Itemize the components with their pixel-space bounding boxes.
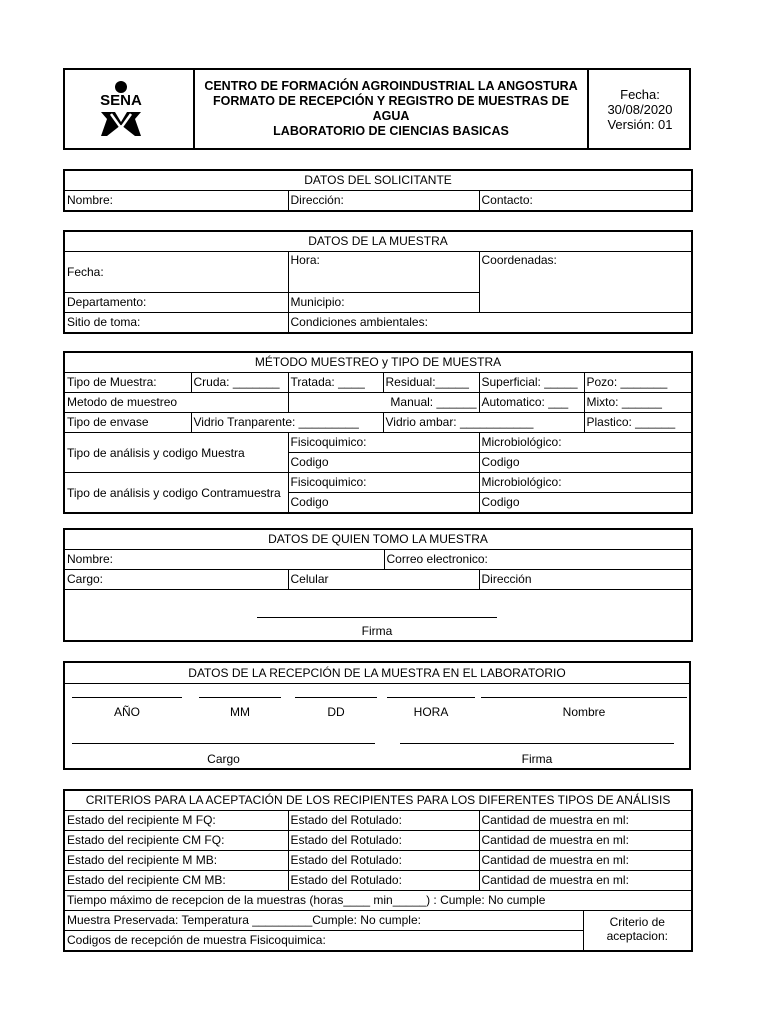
version: Versión: 01 [607,116,673,132]
metodo-micro-m[interactable]: Microbiológico: [479,433,692,453]
quien-nombre[interactable]: Nombre: [64,550,384,570]
quien-firma-line [257,617,497,618]
logo-text: SENA [100,92,142,109]
criterio-rotulado-2[interactable]: Estado del Rotulado: [288,831,479,851]
criterio-cantidad-4[interactable]: Cantidad de muestra en ml: [479,871,692,891]
recepcion-nombre: Nombre [562,705,606,719]
criterio-estado-3[interactable]: Estado del recipiente M MB: [64,851,288,871]
title-line-1: CENTRO DE FORMACIÓN AGROINDUSTRIAL LA ANGOSTURA [204,79,578,93]
hora-line [387,697,475,698]
header-title [195,70,587,148]
mm-line [199,697,281,698]
metodo-fisico-m[interactable]: Fisicoquimico: [288,433,479,453]
metodo-codigo-m1[interactable]: Codigo [288,453,479,473]
muestra-condiciones[interactable]: Condiciones ambientales: [288,313,692,334]
metodo-micro-cm[interactable]: Microbiológico: [479,473,692,493]
solicitante-nombre[interactable]: Nombre: [64,191,288,212]
metodo-mixto[interactable]: Mixto: ______ [584,393,692,413]
metodo-codigo-cm2[interactable]: Codigo [479,493,692,514]
quien-celular[interactable]: Celular [288,570,479,590]
recepcion-dd: DD [327,705,345,719]
recepcion-anio: AÑO [113,705,140,719]
metodo-tipo-muestra: Tipo de Muestra: [64,373,191,393]
criterio-cantidad-3[interactable]: Cantidad de muestra en ml: [479,851,692,871]
criterio-rotulado-3[interactable]: Estado del Rotulado: [288,851,479,871]
metodo-pozo[interactable]: Pozo: _______ [584,373,692,393]
metodo-residual[interactable]: Residual:_____ [383,373,479,393]
document-header [63,68,691,150]
quien-title: DATOS DE QUIEN TOMO LA MUESTRA [64,529,692,550]
criterio-tiempo[interactable]: Tiempo máximo de recepcion de la muestras (horas____ min_____) : Cumple: No cumple [64,891,692,911]
metodo-cruda[interactable]: Cruda: _______ [191,373,288,393]
muestra-title: DATOS DE LA MUESTRA [64,231,692,252]
recepcion-hora: HORA [413,705,449,719]
recepcion-title: DATOS DE LA RECEPCIÓN DE LA MUESTRA EN EL LABORATORIO [65,663,689,684]
sena-logo-icon [65,70,193,148]
quien-correo[interactable]: Correo electronico: [384,550,692,570]
date-value: 30/08/2020 [607,101,673,117]
metodo-vidrio-tran[interactable]: Vidrio Tranparente: _________ [191,413,383,433]
title-line-3: LABORATORIO DE CIENCIAS BASICAS [273,124,509,138]
nombre-line [481,697,687,698]
criterio-codigos[interactable]: Codigos de recepción de muestra Fisicoquimica: [64,931,583,952]
quien-firma-label: Firma [361,624,393,638]
criterio-estado-4[interactable]: Estado del recipiente CM MB: [64,871,288,891]
quien-direccion[interactable]: Dirección [479,570,692,590]
cargo-line [72,743,375,744]
metodo-codigo-m2[interactable]: Codigo [479,453,692,473]
metodo-analisis-muestra: Tipo de análisis y codigo Muestra [64,433,288,473]
criterio-cantidad-2[interactable]: Cantidad de muestra en ml: [479,831,692,851]
metodo-plastico[interactable]: Plastico: ______ [584,413,692,433]
title-line-2: FORMATO DE RECEPCIÓN Y REGISTRO DE MUESTRAS DE AGUA [212,94,570,123]
firma-line [400,743,674,744]
muestra-municipio[interactable]: Municipio: [288,293,479,313]
criterio-rotulado-4[interactable]: Estado del Rotulado: [288,871,479,891]
metodo-fisico-cm[interactable]: Fisicoquimico: [288,473,479,493]
muestra-table [63,230,693,334]
criterio-estado-2[interactable]: Estado del recipiente CM FQ: [64,831,288,851]
sena-logo [65,70,193,148]
solicitante-direccion[interactable]: Dirección: [288,191,479,212]
criterio-rotulado-1[interactable]: Estado del Rotulado: [288,811,479,831]
recepcion-cargo: Cargo [207,752,240,766]
metodo-title: MÉTODO MUESTREO y TIPO DE MUESTRA [64,352,692,373]
muestra-hora[interactable]: Hora: [288,252,479,293]
metodo-analisis-contra: Tipo de análisis y codigo Contramuestra [64,473,288,514]
muestra-sitio[interactable]: Sitio de toma: [64,313,288,334]
anio-line [72,697,182,698]
metodo-manual[interactable]: Manual: ______ [288,393,479,413]
metodo-codigo-cm1[interactable]: Codigo [288,493,479,514]
dd-line [295,697,377,698]
solicitante-table [63,169,693,212]
criterio-estado-1[interactable]: Estado del recipiente M FQ: [64,811,288,831]
recepcion-mm: MM [230,705,250,719]
muestra-fecha[interactable]: Fecha: [64,252,288,293]
metodo-vidrio-ambar[interactable]: Vidrio ambar: ___________ [383,413,584,433]
metodo-muestreo-label: Metodo de muestreo [64,393,288,413]
header-meta [589,70,691,148]
quien-cargo[interactable]: Cargo: [64,570,288,590]
metodo-table [63,351,693,514]
muestra-departamento[interactable]: Departamento: [64,293,288,313]
metodo-tipo-envase: Tipo de envase [64,413,191,433]
solicitante-contacto[interactable]: Contacto: [479,191,692,212]
recepcion-firma: Firma [521,752,553,766]
metodo-superficial[interactable]: Superficial: _____ [479,373,584,393]
date-label: Fecha: [620,86,660,102]
muestra-coordenadas[interactable]: Coordenadas: [479,252,692,313]
metodo-tratada[interactable]: Tratada: ____ [288,373,383,393]
solicitante-title: DATOS DEL SOLICITANTE [64,170,692,191]
criterio-cantidad-1[interactable]: Cantidad de muestra en ml: [479,811,692,831]
criterios-title: CRITERIOS PARA LA ACEPTACIÓN DE LOS RECIPIENTES PARA LOS DIFERENTES TIPOS DE ANÁLISIS [64,790,692,811]
criterio-preservada[interactable]: Muestra Preservada: Temperatura _________Cumple: No cumple: [64,911,583,931]
criterios-table [63,789,693,952]
metodo-automatico[interactable]: Automatico: ___ [479,393,584,413]
criterio-aceptacion: Criterio de aceptacion: [583,911,692,952]
